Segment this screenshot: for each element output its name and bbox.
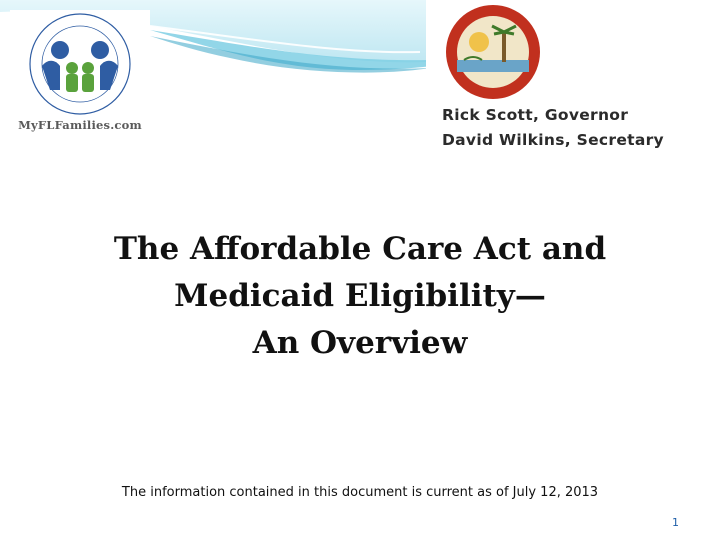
state-seal-panel bbox=[426, 0, 720, 160]
currency-footnote: The information contained in this document is current as of July 12, 2013 bbox=[121, 485, 599, 500]
agency-website: MyFLFamilies.com bbox=[18, 118, 142, 132]
title-line-2: Medicaid Eligibility— bbox=[174, 278, 546, 314]
agency-logo-graphic bbox=[10, 10, 150, 120]
governor-name: Rick Scott, Governor bbox=[442, 106, 629, 124]
state-seal bbox=[434, 2, 552, 102]
agency-logo bbox=[10, 10, 150, 140]
title-line-3: An Overview bbox=[252, 325, 468, 361]
secretary-name: David Wilkins, Secretary bbox=[442, 131, 664, 149]
slide-title bbox=[40, 226, 680, 367]
page-number: 1 bbox=[672, 516, 679, 529]
title-line-1: The Affordable Care Act and bbox=[113, 231, 607, 267]
